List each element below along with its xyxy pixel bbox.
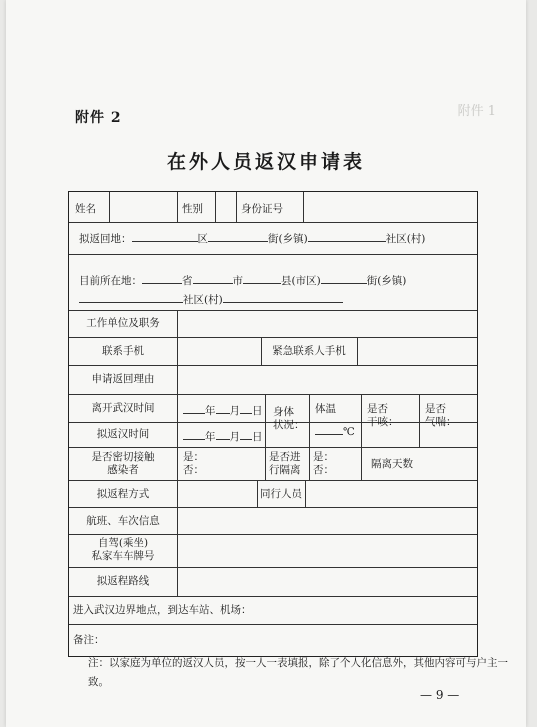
id-number-field[interactable]: [303, 192, 477, 222]
return-address-line[interactable]: [79, 230, 425, 246]
gender-label: 性别: [182, 203, 203, 215]
street-label: 街(乡镇): [268, 233, 308, 245]
month-label: 月: [229, 405, 240, 417]
work-unit-field[interactable]: [177, 310, 477, 337]
return-date-field[interactable]: [183, 428, 263, 444]
emergency-phone-label: 紧急联系人手机: [272, 345, 346, 357]
work-unit-label: 工作单位及职务: [86, 317, 160, 329]
year-label: 年: [205, 405, 216, 417]
month-label: 月: [229, 431, 240, 443]
phone-field[interactable]: [177, 337, 261, 365]
community-label: 社区(村): [385, 233, 426, 245]
isolated-label: 是否进 行隔离: [269, 451, 301, 476]
self-drive-plate-field[interactable]: [177, 534, 477, 567]
current-street-label: 街(乡镇): [366, 275, 407, 287]
reason-label: 申请返回理由: [91, 373, 155, 385]
health-label: 身体 状况：: [273, 406, 305, 431]
isolation-days-label: 隔离天数: [371, 458, 413, 470]
current-community-line[interactable]: [79, 291, 343, 307]
temperature-field[interactable]: [315, 423, 355, 439]
self-drive-plate-label: 自驾(乘坐) 私家车车牌号: [91, 537, 155, 562]
remarks-label: 备注：: [73, 634, 105, 646]
city-label: 市: [232, 275, 243, 287]
leave-time-label: 离开武汉时间: [91, 402, 155, 414]
close-contact-label: 是否密切接触 感染者: [91, 451, 155, 476]
id-number-label: 身份证号: [241, 203, 283, 215]
page-number: — 9 —: [420, 688, 460, 702]
current-location-line[interactable]: [79, 272, 406, 288]
breathless-label: 是否 气喘：: [425, 403, 457, 428]
close-contact-options[interactable]: 是： 否：: [183, 451, 204, 476]
province-label: 省: [182, 275, 193, 287]
footnote: 注：以家庭为单位的返汉人员，按一人一表填报，除了个人化信息外，其他内容可与户主一致。: [88, 657, 508, 688]
day-label: 日: [252, 405, 263, 417]
application-form-table: [68, 191, 478, 657]
reason-field[interactable]: [177, 365, 477, 394]
day-label: 日: [252, 431, 263, 443]
name-label: 姓名: [75, 203, 96, 215]
current-community-label: 社区(村): [183, 294, 223, 306]
route-field[interactable]: [177, 567, 477, 596]
form-title: 在外人员返汉申请表: [166, 151, 365, 173]
emergency-phone-field[interactable]: [357, 337, 477, 365]
document-page: [6, 0, 526, 727]
return-time-label: 拟返汉时间: [96, 428, 150, 440]
flight-info-field[interactable]: [177, 507, 477, 534]
gender-field[interactable]: [215, 192, 236, 222]
return-address-label: 拟返回地：: [79, 233, 132, 245]
county-label: 县(市区): [281, 275, 321, 287]
companions-field[interactable]: [305, 480, 477, 507]
current-location-label: 目前所在地：: [79, 275, 142, 287]
attachment-label: 附件 2: [75, 110, 122, 126]
travel-mode-field[interactable]: [177, 480, 257, 507]
route-label: 拟返程路线: [96, 575, 150, 587]
companions-label: 同行人员: [260, 488, 302, 500]
travel-mode-label: 拟返程方式: [96, 488, 150, 500]
celsius-unit: ℃: [343, 426, 355, 438]
phone-label: 联系手机: [102, 345, 144, 357]
bleed-through-text: 附件 1: [457, 104, 496, 119]
flight-info-label: 航班、车次信息: [86, 515, 160, 527]
dry-cough-label: 是否 干咳：: [367, 403, 399, 428]
temperature-label: 体温: [315, 403, 336, 415]
name-field[interactable]: [109, 192, 177, 222]
leave-date-field[interactable]: [183, 402, 263, 418]
year-label: 年: [205, 431, 216, 443]
entry-point-label: 进入武汉边界地点，到达车站、机场：: [73, 604, 252, 616]
isolated-options[interactable]: 是： 否：: [313, 451, 334, 476]
district-label: 区: [197, 233, 208, 245]
